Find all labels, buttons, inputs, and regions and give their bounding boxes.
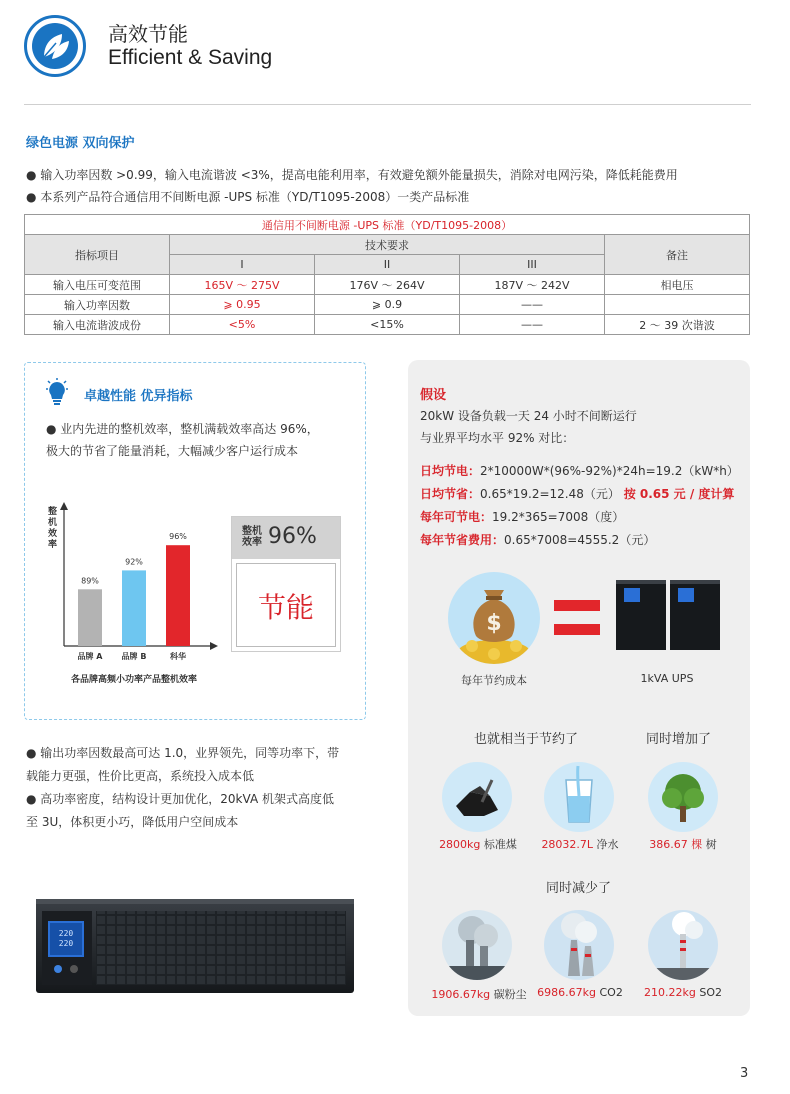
table-row: [25, 315, 750, 335]
co2-chimney-icon: [544, 910, 614, 980]
table-cell: <15%: [315, 315, 460, 335]
assumption-line2: 与业界平均水平 92% 对比：: [420, 431, 575, 445]
table-cell: ——: [460, 315, 605, 335]
chart-bar: [122, 570, 146, 646]
ups-standard-table: [24, 214, 750, 335]
table-cell: 165V ～ 275V: [170, 275, 315, 295]
leaf-logo-icon: [24, 15, 86, 77]
calc-label: 日均节省：: [420, 487, 481, 501]
coal-caption: [424, 836, 532, 852]
added-title: 同时增加了: [646, 732, 712, 747]
calc-label: 每年节省费用：: [420, 533, 505, 547]
table-cell: <5%: [170, 315, 315, 335]
header-divider: [24, 104, 751, 105]
panel-text-line2: 极大的节省了能量消耗，大幅减少客户运行成本: [46, 444, 299, 458]
chart-data-label: 89%: [81, 576, 99, 586]
table-level-1: I: [170, 255, 315, 275]
efficiency-badge: [231, 516, 341, 652]
table-caption: 通信用不间断电源 -UPS 标准（YD/T1095-2008）: [25, 215, 750, 235]
table-cell: 输入电压可变范围: [25, 275, 170, 295]
dust-caption: [424, 986, 534, 1002]
chart-title: 各品牌高频小功率产品整机效率: [70, 675, 198, 685]
efficiency-label: 整机 效率: [242, 526, 262, 548]
table-cell: 相电压: [605, 275, 750, 295]
calc-daily-cost: [420, 485, 734, 502]
efficiency-value: 96%: [268, 524, 317, 549]
table-cell: [605, 295, 750, 315]
money-bag-icon: [448, 572, 540, 664]
calc-text: 0.65*7008=4555.2（元）: [504, 533, 656, 547]
money-caption: 每年节约成本: [461, 674, 527, 687]
chart-ylabel: 整机效率: [48, 507, 58, 550]
svg-text:220: 220: [58, 939, 74, 948]
calc-text: 2*10000W*(96%-92%)*24h=19.2（kW*h）: [480, 464, 739, 478]
table-header-tech: 技术要求: [170, 235, 605, 255]
dust-chimney-icon: [442, 910, 512, 980]
table-cell: 输入电流谐波成份: [25, 315, 170, 335]
chart-data-label: 92%: [125, 557, 143, 567]
table-row: [25, 275, 750, 295]
table-row: [25, 295, 750, 315]
water-glass-icon: [544, 762, 614, 832]
chart-bar: [166, 545, 190, 646]
so2-caption: [630, 986, 736, 999]
tree-unit: 树: [702, 838, 717, 851]
table-cell: 2 ～ 39 次谐波: [605, 315, 750, 335]
water-value: 28032.7L: [541, 838, 594, 851]
coal-value: 2800kg: [439, 838, 481, 851]
lightbulb-icon: [44, 378, 70, 408]
dust-unit: 碳粉尘: [490, 988, 527, 1001]
table-cell: ——: [460, 295, 605, 315]
bullet-text: 输入功率因数 >0.99，输入电流谐波 <3%，提高电能利用率，有效避免额外能量损失，消除对电网污染，降低耗能费用: [40, 168, 678, 182]
equals-icon: [554, 600, 600, 640]
saved-title: 也就相当于节约了: [474, 732, 579, 747]
calc-yearly-power: [420, 508, 624, 525]
chart-data-label: 96%: [169, 532, 187, 542]
calc-yearly-cost: [420, 531, 655, 548]
so2-value: 210.22kg: [644, 986, 696, 999]
coal-icon: [442, 762, 512, 832]
page-number: 3: [740, 1066, 749, 1081]
bullet-glyph: ●: [26, 168, 37, 182]
calc-text: 0.65*19.2=12.48（元）: [480, 487, 620, 501]
co2-caption: [526, 986, 634, 999]
chart-bar: [78, 589, 102, 646]
reduced-title: 同时减少了: [546, 881, 612, 896]
table-header-note: 备注: [605, 235, 750, 275]
chart-tick-label: 品牌 A: [77, 652, 103, 661]
bullet-output-factor-line2: 载能力更强，性价比更高，系统投入成本低: [26, 769, 255, 783]
calc-label: 日均节电：: [420, 464, 481, 478]
calc-label: 每年可节电：: [420, 510, 493, 524]
bullet-power-factor: [26, 166, 678, 183]
bullet-standard: [26, 188, 469, 205]
bullet-density-line1: ● 高功率密度，结构设计更加优化，20kVA 机架式高度低: [26, 792, 334, 806]
assumption-line1: 20kW 设备负载一天 24 小时不间断运行: [420, 409, 637, 423]
calc-text: 19.2*365=7008（度）: [492, 510, 625, 524]
so2-chimney-icon: [648, 910, 718, 980]
water-caption: [526, 836, 634, 852]
table-cell: 176V ～ 264V: [315, 275, 460, 295]
tree-caption: [630, 836, 736, 852]
table-cell: 187V ～ 242V: [460, 275, 605, 295]
chart-x-arrow: [210, 642, 218, 650]
table-header-item: 指标项目: [25, 235, 170, 275]
coal-unit: 标准煤: [480, 838, 517, 851]
calc-daily-power: [420, 462, 739, 479]
water-unit: 净水: [593, 838, 619, 851]
table-level-2: II: [315, 255, 460, 275]
table-level-3: III: [460, 255, 605, 275]
panel-text-line1: ● 业内先进的整机效率，整机满载效率高达 96%，: [46, 422, 319, 436]
page-title: 高效节能: [108, 22, 188, 46]
assumption-title: 假设: [420, 388, 447, 403]
panel-title-performance: 卓越性能 优异指标: [84, 389, 193, 404]
chart-tick-label: 品牌 B: [121, 652, 147, 661]
table-cell: ⩾ 0.9: [315, 295, 460, 315]
tree-icon: [648, 762, 718, 832]
calc-tail: 按 0.65 元 / 度计算: [623, 487, 735, 501]
ups-caption: 1kVA UPS: [640, 672, 694, 685]
chart-tick-label: 科华: [170, 652, 186, 661]
bullet-glyph: ●: [26, 190, 37, 204]
efficiency-bar-chart: [36, 500, 242, 690]
bullet-density-line2: 至 3U，体积更小巧，降低用户空间成本: [26, 815, 239, 829]
table-cell: 输入功率因数: [25, 295, 170, 315]
svg-text:220: 220: [58, 929, 74, 938]
so2-unit: SO2: [695, 986, 722, 999]
svg-text:$: $: [486, 611, 502, 636]
dust-value: 1906.67kg: [431, 988, 491, 1001]
table-cell: ⩾ 0.95: [170, 295, 315, 315]
co2-unit: CO2: [596, 986, 623, 999]
bullet-text: 本系列产品符合通信用不间断电源 -UPS 标准（YD/T1095-2008）一类产品标准: [40, 190, 470, 204]
bullet-output-factor-line1: ● 输出功率因数最高可达 1.0，业界领先，同等功率下，带: [26, 746, 340, 760]
section-title-green-power: 绿色电源 双向保护: [26, 136, 135, 151]
rack-ups-image: [36, 895, 354, 995]
chart-y-arrow: [60, 502, 68, 510]
page-subtitle: Efficient & Saving: [108, 46, 273, 69]
co2-value: 6986.67kg: [537, 986, 596, 999]
tower-ups-image: [612, 576, 722, 652]
tree-value: 386.67 棵: [649, 838, 703, 851]
energy-saving-label: 节能: [257, 591, 314, 624]
